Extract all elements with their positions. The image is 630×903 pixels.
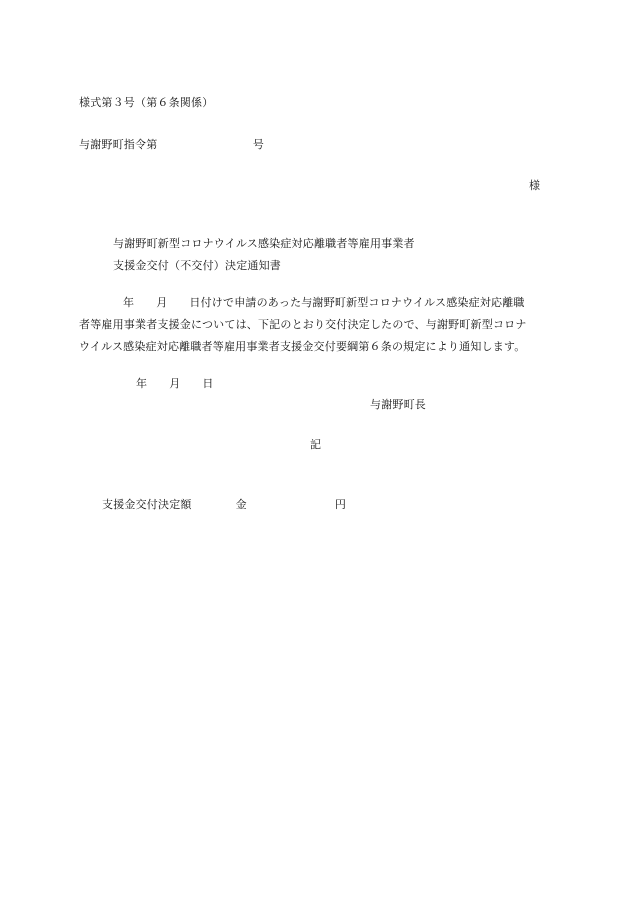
body-month: 月 (156, 296, 168, 309)
reference-suffix: 号 (252, 138, 265, 151)
document-title-line2: 支援金交付（不交付）決定通知書 (113, 259, 281, 272)
notice-body-line2: 者等雇用事業者支援金については、下記のとおり交付決定したので、与謝野町新型コロナ (79, 318, 527, 331)
issuer-name: 与謝野町長 (370, 398, 426, 411)
reference-number (79, 138, 264, 152)
notice-body (79, 292, 559, 358)
body-text-1: 日付けで申請のあった与謝野町新型コロナウイルス感染症対応離職 (189, 296, 525, 309)
notice-body-line3: ウイルス感染症対応離職者等雇用事業者支援金交付要綱第６条の規定により通知します。 (79, 340, 526, 353)
grant-amount-row (102, 498, 346, 512)
yen-label: 円 (334, 498, 347, 511)
document-title-line1: 与謝野町新型コロナウイルス感染症対応離職者等雇用事業者 (113, 237, 415, 250)
form-number: 様式第３号（第６条関係） (79, 96, 214, 109)
date-day: 日 (202, 377, 214, 390)
reference-prefix: 与謝野町指令第 (79, 138, 158, 151)
date-month: 月 (169, 377, 181, 390)
body-year: 年 (123, 296, 135, 309)
notice-date (136, 377, 214, 391)
notice-body-line1 (79, 292, 559, 314)
date-year: 年 (136, 377, 148, 390)
grant-amount-label: 支援金交付決定額 (102, 498, 192, 511)
addressee-suffix: 様 (529, 179, 541, 192)
kin-label: 金 (235, 498, 247, 511)
ki-heading: 記 (310, 438, 322, 451)
